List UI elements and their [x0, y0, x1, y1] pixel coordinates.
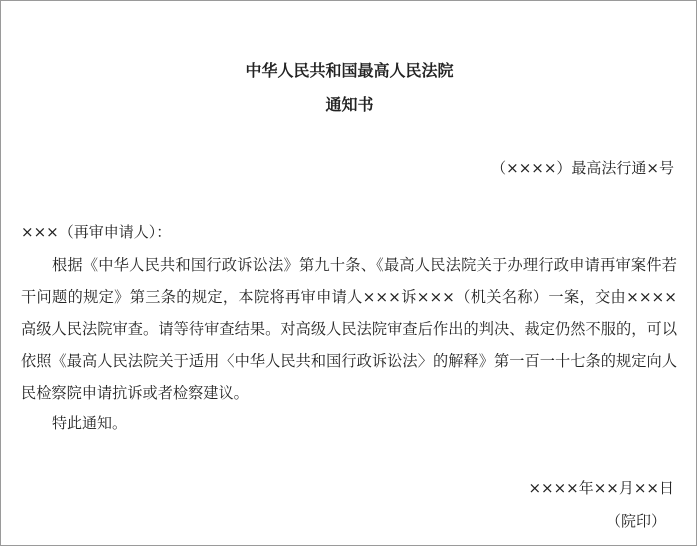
body-paragraph: 根据《中华人民共和国行政诉讼法》第九十条、《最高人民法院关于办理行政申请再审案件若干问题的规定》第三条的规定，本院将再审申请人×××诉×××（机关名称）一案，交由××××高级人民法院审查。请等待审查结果。对高级人民法院审查后作出的判决、裁定仍然不服的，可以依照《最高人民法院关于适用〈中华人民共和国行政诉讼法〉的解释》第一百一十七条的规定向人民检察院申请抗诉或者检察建议。 [21, 256, 677, 402]
closing-line: 特此通知。 [52, 414, 128, 432]
document-number: （××××）最高法行通×号 [491, 159, 674, 177]
court-name-title: 中华人民共和国最高人民法院 [245, 61, 454, 80]
document-type-title: 通知书 [325, 95, 374, 114]
addressee: ×××（再审申请人）： [21, 223, 172, 241]
issue-date: ××××年××月××日 [528, 479, 674, 497]
court-seal: （院印） [605, 512, 666, 530]
